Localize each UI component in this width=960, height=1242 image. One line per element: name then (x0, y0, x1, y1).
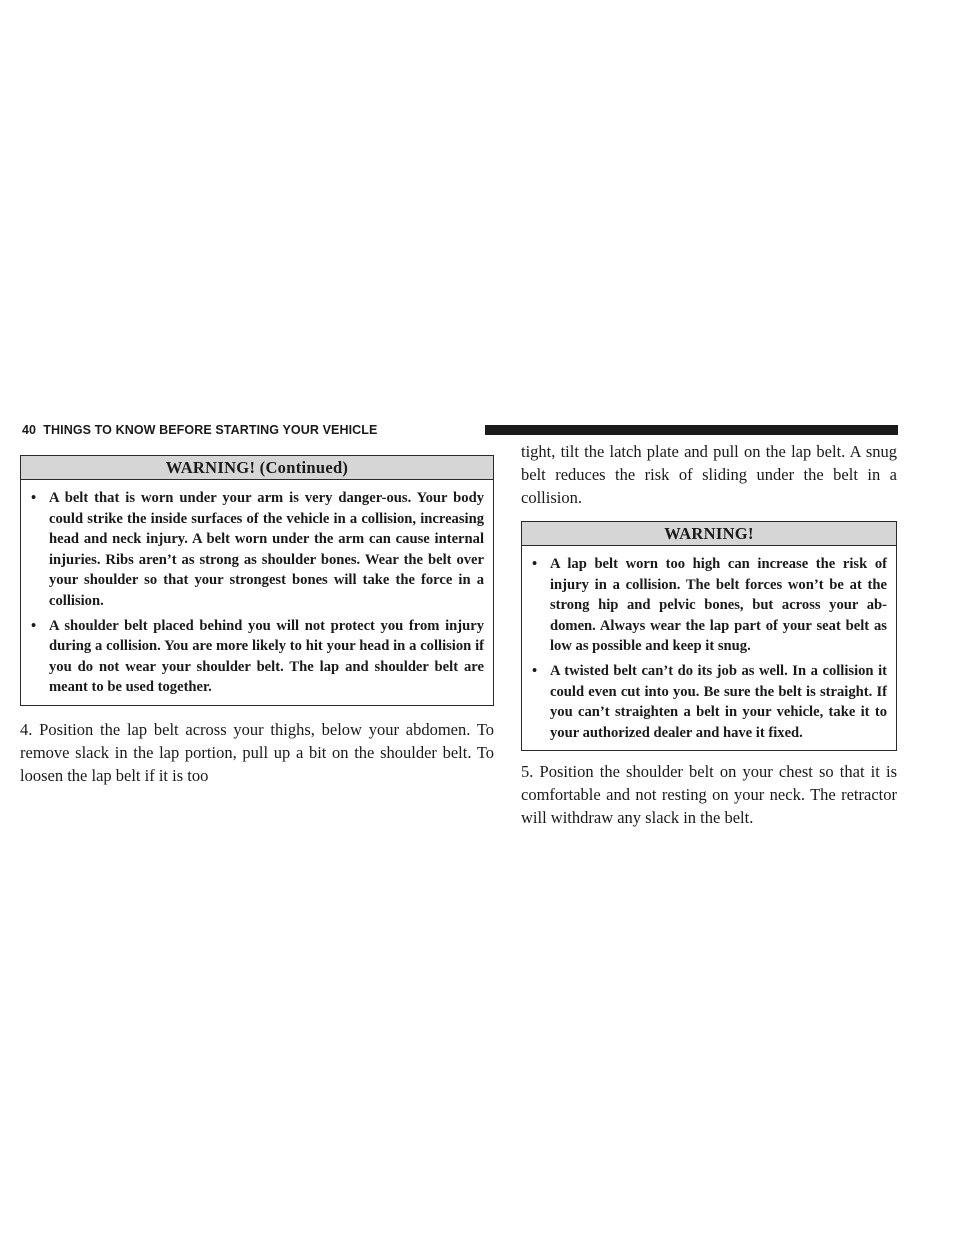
header-rule (485, 425, 898, 435)
warning-item (531, 554, 887, 657)
step-5-paragraph: 5. Position the shoulder belt on your chest so that it is comfortable and not resting on your neck. The retractor will withdraw any slack in the belt. (521, 762, 897, 828)
bullet-icon: • (31, 490, 37, 506)
warning-item (30, 488, 484, 612)
step-4-paragraph: 4. Position the lap belt across your thighs, below your abdomen. To remove slack in the lap portion, pull up a bit on the shoulder belt. To loosen the lap belt if it is too (20, 719, 494, 785)
warning-box-continued (20, 455, 494, 706)
warning-list (21, 480, 493, 705)
step-4-paragraph-continued: tight, tilt the latch plate and pull on the lap belt. A snug belt reduces the risk of sliding under the belt in a collision. (521, 442, 897, 507)
warning-item (30, 616, 484, 698)
left-column (20, 455, 494, 787)
warning-item-text: A shoulder belt placed behind you will not protect you from injury during a collision. You are more likely to hit your head in a collision if you do not wear your shoulder belt. The lap and shoulder belt are meant to be used together. (49, 617, 484, 696)
warning-title: WARNING! (Continued) (21, 456, 493, 480)
warning-item-text: A twisted belt can’t do its job as well. In a collision it could even cut into you. Be sure the belt is straight. If you can’t straighten a belt in your vehicle, take it to your authorized dealer and have it fixed. (550, 662, 887, 741)
page-header (22, 422, 898, 438)
section-title: THINGS TO KNOW BEFORE STARTING YOUR VEHICLE (43, 423, 378, 437)
warning-box (521, 521, 897, 751)
warning-item-text: A lap belt worn too high can increase the risk of injury in a collision. The belt forces won’t be at the strong hip and pelvic bones, but across your ab-domen. Always wear the lap part of your seat belt as low as possible and keep it snug. (550, 556, 887, 655)
warning-item-text: A belt that is worn under your arm is very danger-ous. Your body could strike the inside surfaces of the vehicle in a collision, increasing head and neck injury. A belt worn under the arm can cause internal injuries. Ribs aren’t as strong as shoulder bones. Wear the belt over your shoulder so that your strongest bones will take the force in a collision. (49, 490, 484, 609)
warning-item (531, 661, 887, 743)
header-text (22, 422, 377, 438)
warning-title: WARNING! (522, 522, 896, 546)
bullet-icon: • (31, 617, 37, 634)
right-column (521, 440, 897, 829)
page-number: 40 (22, 423, 37, 437)
bullet-icon: • (532, 662, 538, 679)
warning-list (522, 546, 896, 750)
bullet-icon: • (532, 556, 538, 572)
